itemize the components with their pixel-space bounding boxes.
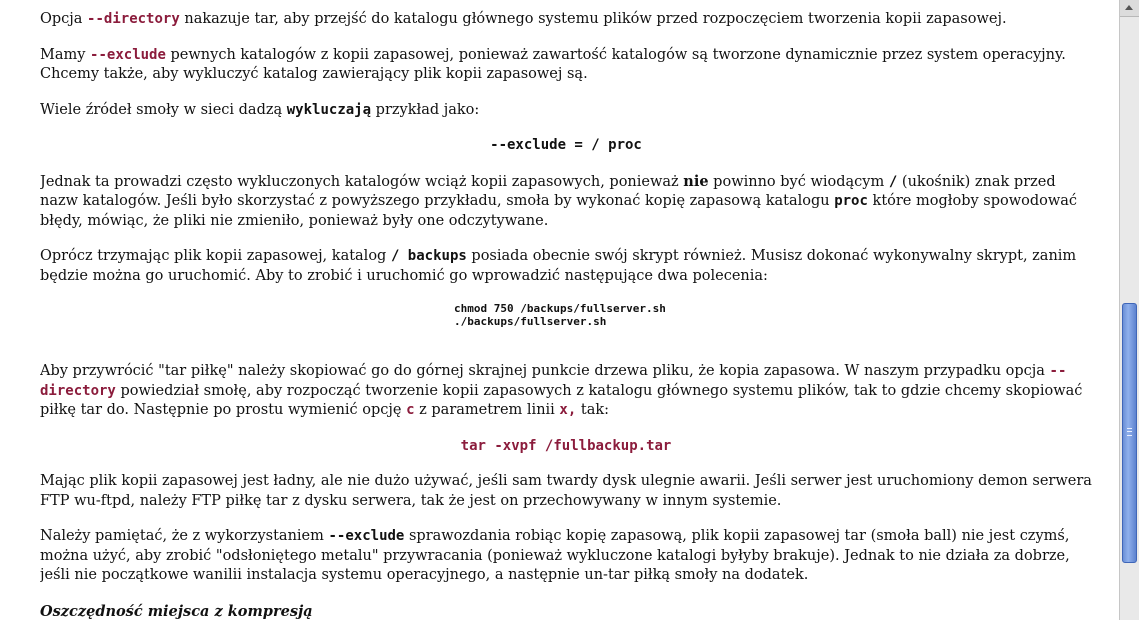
code-directory: --directory bbox=[87, 11, 180, 27]
vertical-scrollbar[interactable] bbox=[1119, 0, 1139, 620]
text: pewnych katalogów z kopii zapasowej, ponieważ zawartość katalogów są tworzone dynamicznie przez system operacyjny. Chcemy także, aby wykluczyć katalog zawierający plik kopii zapasowej są. bbox=[40, 46, 1066, 82]
code-x: x, bbox=[559, 402, 577, 418]
text: Opcja bbox=[40, 11, 88, 27]
code-c: c bbox=[406, 402, 415, 418]
text: Jednak ta prowadzi często wykluczonych katalogów wciąż kopii zapasowych, ponieważ bbox=[40, 173, 684, 190]
code-tar-xvpf: tar -xvpf /fullbackup.tar bbox=[460, 437, 672, 454]
code-exclude-example: --exclude = / proc bbox=[490, 137, 642, 153]
code-backups: / backups bbox=[390, 248, 467, 264]
grip-icon bbox=[1127, 428, 1132, 436]
paragraph-leading-slash bbox=[40, 172, 1092, 232]
text: tak: bbox=[576, 402, 610, 418]
paragraph-tar-command bbox=[40, 437, 1092, 457]
text: Wiele źródeł smoły w sieci dadzą bbox=[40, 101, 287, 118]
bold-nie: nie bbox=[683, 172, 709, 190]
text: Aby przywrócić "tar piłkę" należy skopiować go do górnej skrajnej punkcie drzewa pliku, że kopia zapasowa. W naszym przypadku opcja bbox=[40, 363, 1050, 379]
text: sprawozdania robiąc kopię zapasową, plik kopii zapasowej tar (smoła ball) nie jest czymś, można użyć, aby zrobić "odsłoniętego metalu" przywracania (ponieważ wykluczone katalogi byłyby brakuje). Jednak to nie działa za dobrze, jeśli nie początkowe wanilii instalacja systemu operacyjnego, a następnie un-tar piłką smoły na dodatek. bbox=[40, 528, 1070, 583]
code-proc: proc bbox=[834, 193, 868, 209]
article-content bbox=[40, 10, 1092, 620]
code-exclude-2: --exclude bbox=[328, 528, 405, 544]
code-line-run: ./backups/fullserver.sh bbox=[454, 315, 607, 328]
text: przykład jako: bbox=[371, 101, 480, 118]
text: (ukośnik) znak przed nazw katalogów. Jeśli było skorzystać z powyższego przykładu, smoła by wykonać kopię zapasową katalogu bbox=[40, 173, 1056, 209]
code-wykluczaja: wykluczają bbox=[286, 101, 372, 118]
paragraph-directory-option bbox=[40, 10, 1092, 30]
text: powinno być wiodącym bbox=[708, 173, 889, 190]
text: Mamy bbox=[40, 46, 91, 63]
scroll-up-arrow-icon[interactable] bbox=[1120, 0, 1139, 17]
paragraph-exclude bbox=[40, 46, 1092, 85]
text: Oprócz trzymając plik kopii zapasowej, katalog bbox=[40, 248, 391, 264]
paragraph-restore bbox=[40, 362, 1092, 421]
paragraph-bare-metal bbox=[40, 527, 1092, 586]
code-block-commands bbox=[454, 302, 1092, 328]
text: powiedział smołę, aby rozpocząć tworzenie kopii zapasowych z katalogu głównego systemu plików, tak to gdzie chcemy skopiować piłkę tar do. Następnie po prostu wymienić opcję bbox=[40, 382, 1083, 418]
text: nakazuje tar, aby przejść do katalogu głównego systemu plików przed rozpoczęciem tworzenia kopii zapasowej. bbox=[179, 11, 1007, 27]
code-exclude: --exclude bbox=[90, 46, 166, 63]
section-heading-compression: Oszczędność miejsca z kompresją bbox=[40, 602, 313, 620]
scroll-thumb[interactable] bbox=[1122, 303, 1137, 563]
text: Należy pamiętać, że z wykorzystaniem bbox=[40, 528, 329, 544]
code-directory-2: --directory bbox=[40, 363, 1067, 399]
text: które mogłoby spowodować błędy, mówiąc, że pliki nie zmieniło, ponieważ były one odczytywane. bbox=[40, 193, 1078, 229]
text: z parametrem linii bbox=[414, 402, 560, 418]
paragraph-backups-dir bbox=[40, 247, 1092, 286]
paragraph-sources bbox=[40, 101, 1092, 121]
text: posiada obecnie swój skrypt również. Musisz dokonać wykonywalny skrypt, zanim będzie można go uruchomić. Aby to zrobić i uruchomić go wprowadzić następujące dwa polecenia: bbox=[40, 248, 1077, 284]
code-line-chmod: chmod 750 /backups/fullserver.sh bbox=[454, 302, 666, 315]
paragraph-ftp: Mając plik kopii zapasowej jest ładny, ale nie dużo używać, jeśli sam twardy dysk ulegnie awarii. Jeśli serwer jest uruchomiony demon serwera FTP wu-ftpd, należy FTP piłkę tar z dysku serwera, tak że jest on przechowywany w innym systemie. bbox=[40, 473, 1092, 509]
paragraph-exclude-example bbox=[40, 136, 1092, 156]
code-slash: / bbox=[888, 173, 898, 190]
